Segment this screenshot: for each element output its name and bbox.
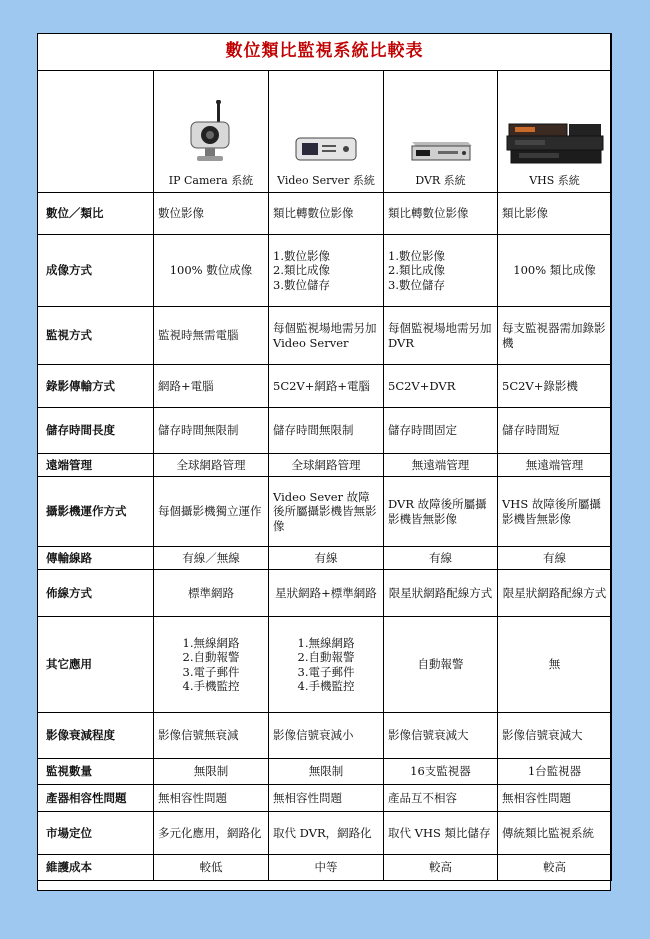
table-cell: 類比影像 xyxy=(498,193,612,235)
table-cell: 無相容性問題 xyxy=(154,785,269,812)
row-label: 產器相容性問題 xyxy=(38,785,154,812)
table-cell: 限星狀網路配線方式 xyxy=(384,570,498,617)
table-row xyxy=(38,855,612,881)
table-row xyxy=(38,408,612,454)
row-label: 傳輸線路 xyxy=(38,547,154,570)
table-cell: 無遠端管理 xyxy=(498,454,612,477)
row-label: 數位／類比 xyxy=(38,193,154,235)
table-cell: 中等 xyxy=(269,855,384,881)
table-cell: DVR 故障後所屬攝影機皆無影像 xyxy=(384,477,498,547)
row-label: 佈線方式 xyxy=(38,570,154,617)
table-row xyxy=(38,759,612,785)
table-row xyxy=(38,570,612,617)
row-label: 維護成本 xyxy=(38,855,154,881)
table-row xyxy=(38,713,612,759)
table-cell: 每個監視場地需另加 DVR xyxy=(384,307,498,365)
table-cell: 1.數位影像 2.類比成像 3.數位儲存 xyxy=(384,235,498,307)
row-label: 儲存時間長度 xyxy=(38,408,154,454)
table-cell: 1.無線網路 2.自動報警 3.電子郵件 4.手機監控 xyxy=(269,617,384,713)
table-cell: 16支監視器 xyxy=(384,759,498,785)
table-cell: 影像信號衰減大 xyxy=(384,713,498,759)
table-cell: 網路+電腦 xyxy=(154,365,269,408)
table-cell: 有線 xyxy=(498,547,612,570)
row-label: 監視方式 xyxy=(38,307,154,365)
table-cell: Video Sever 故障後所屬攝影機皆無影像 xyxy=(269,477,384,547)
table-row xyxy=(38,454,612,477)
table-cell: 1.無線網路 2.自動報警 3.電子郵件 4.手機監控 xyxy=(154,617,269,713)
table-cell: 5C2V+DVR xyxy=(384,365,498,408)
product-name: IP Camera 系統 xyxy=(168,174,254,188)
table-cell: 影像信號衰減小 xyxy=(269,713,384,759)
table-cell: 無相容性問題 xyxy=(498,785,612,812)
table-cell: 100% 數位成像 xyxy=(154,235,269,307)
table-cell: 儲存時間固定 xyxy=(384,408,498,454)
product-name: Video Server 系統 xyxy=(277,174,375,188)
page-title: 數位類比監視系統比較表 xyxy=(38,34,612,71)
table-cell: 無 xyxy=(498,617,612,713)
table-cell: 每個監視場地需另加 Video Server xyxy=(269,307,384,365)
table-cell: 限星狀網路配線方式 xyxy=(498,570,612,617)
comparison-sheet xyxy=(37,33,611,891)
row-label: 成像方式 xyxy=(38,235,154,307)
table-row xyxy=(38,617,612,713)
row-label: 影像衰減程度 xyxy=(38,713,154,759)
table-cell: 產品互不相容 xyxy=(384,785,498,812)
table-cell: 較低 xyxy=(154,855,269,881)
comparison-table xyxy=(37,33,612,881)
row-label: 監視數量 xyxy=(38,759,154,785)
table-cell: 無相容性問題 xyxy=(269,785,384,812)
table-cell: 儲存時間短 xyxy=(498,408,612,454)
table-cell: 監視時無需電腦 xyxy=(154,307,269,365)
table-row xyxy=(38,307,612,365)
table-cell: 標準網路 xyxy=(154,570,269,617)
table-cell: 全球網路管理 xyxy=(154,454,269,477)
video-server-icon xyxy=(294,132,358,166)
table-cell: 1.數位影像 2.類比成像 3.數位儲存 xyxy=(269,235,384,307)
table-row xyxy=(38,193,612,235)
table-cell: 多元化應用，網路化 xyxy=(154,812,269,855)
table-cell: 數位影像 xyxy=(154,193,269,235)
product-header-dvr xyxy=(384,71,498,193)
header-corner xyxy=(38,71,154,193)
table-cell: 有線 xyxy=(384,547,498,570)
product-header-video-server xyxy=(269,71,384,193)
table-row xyxy=(38,235,612,307)
table-cell: 每支監視器需加錄影機 xyxy=(498,307,612,365)
table-cell: 100% 類比成像 xyxy=(498,235,612,307)
table-cell: 類比轉數位影像 xyxy=(384,193,498,235)
table-cell: 有線 xyxy=(269,547,384,570)
product-header-vhs xyxy=(498,71,612,193)
table-row xyxy=(38,547,612,570)
product-name: DVR 系統 xyxy=(415,174,466,188)
table-row xyxy=(38,365,612,408)
table-cell: 無遠端管理 xyxy=(384,454,498,477)
table-cell: 較高 xyxy=(498,855,612,881)
table-cell: 有線／無線 xyxy=(154,547,269,570)
table-cell: 5C2V+錄影機 xyxy=(498,365,612,408)
table-cell: 每個攝影機獨立運作 xyxy=(154,477,269,547)
table-cell: 星狀網路+標準網路 xyxy=(269,570,384,617)
product-name: VHS 系統 xyxy=(529,174,580,188)
table-cell: 無限制 xyxy=(269,759,384,785)
table-cell: 儲存時間無限制 xyxy=(154,408,269,454)
table-cell: 儲存時間無限制 xyxy=(269,408,384,454)
table-cell: 較高 xyxy=(384,855,498,881)
dvr-icon xyxy=(408,132,474,166)
ip-camera-icon xyxy=(181,100,241,166)
table-cell: 傳統類比監視系統 xyxy=(498,812,612,855)
table-cell: 1台監視器 xyxy=(498,759,612,785)
table-row xyxy=(38,785,612,812)
row-label: 市場定位 xyxy=(38,812,154,855)
table-cell: 取代 DVR，網路化 xyxy=(269,812,384,855)
row-label: 攝影機運作方式 xyxy=(38,477,154,547)
table-cell: 類比轉數位影像 xyxy=(269,193,384,235)
table-cell: 影像信號無衰減 xyxy=(154,713,269,759)
table-cell: 影像信號衰減大 xyxy=(498,713,612,759)
table-cell: 全球網路管理 xyxy=(269,454,384,477)
table-cell: 無限制 xyxy=(154,759,269,785)
table-cell: 5C2V+網路+電腦 xyxy=(269,365,384,408)
table-cell: 自動報警 xyxy=(384,617,498,713)
product-header-ip-camera xyxy=(154,71,269,193)
table-cell: VHS 故障後所屬攝影機皆無影像 xyxy=(498,477,612,547)
table-row xyxy=(38,477,612,547)
row-label: 遠端管理 xyxy=(38,454,154,477)
vhs-recorder-icon xyxy=(505,122,605,166)
row-label: 錄影傳輸方式 xyxy=(38,365,154,408)
row-label: 其它應用 xyxy=(38,617,154,713)
table-row xyxy=(38,812,612,855)
table-cell: 取代 VHS 類比儲存 xyxy=(384,812,498,855)
